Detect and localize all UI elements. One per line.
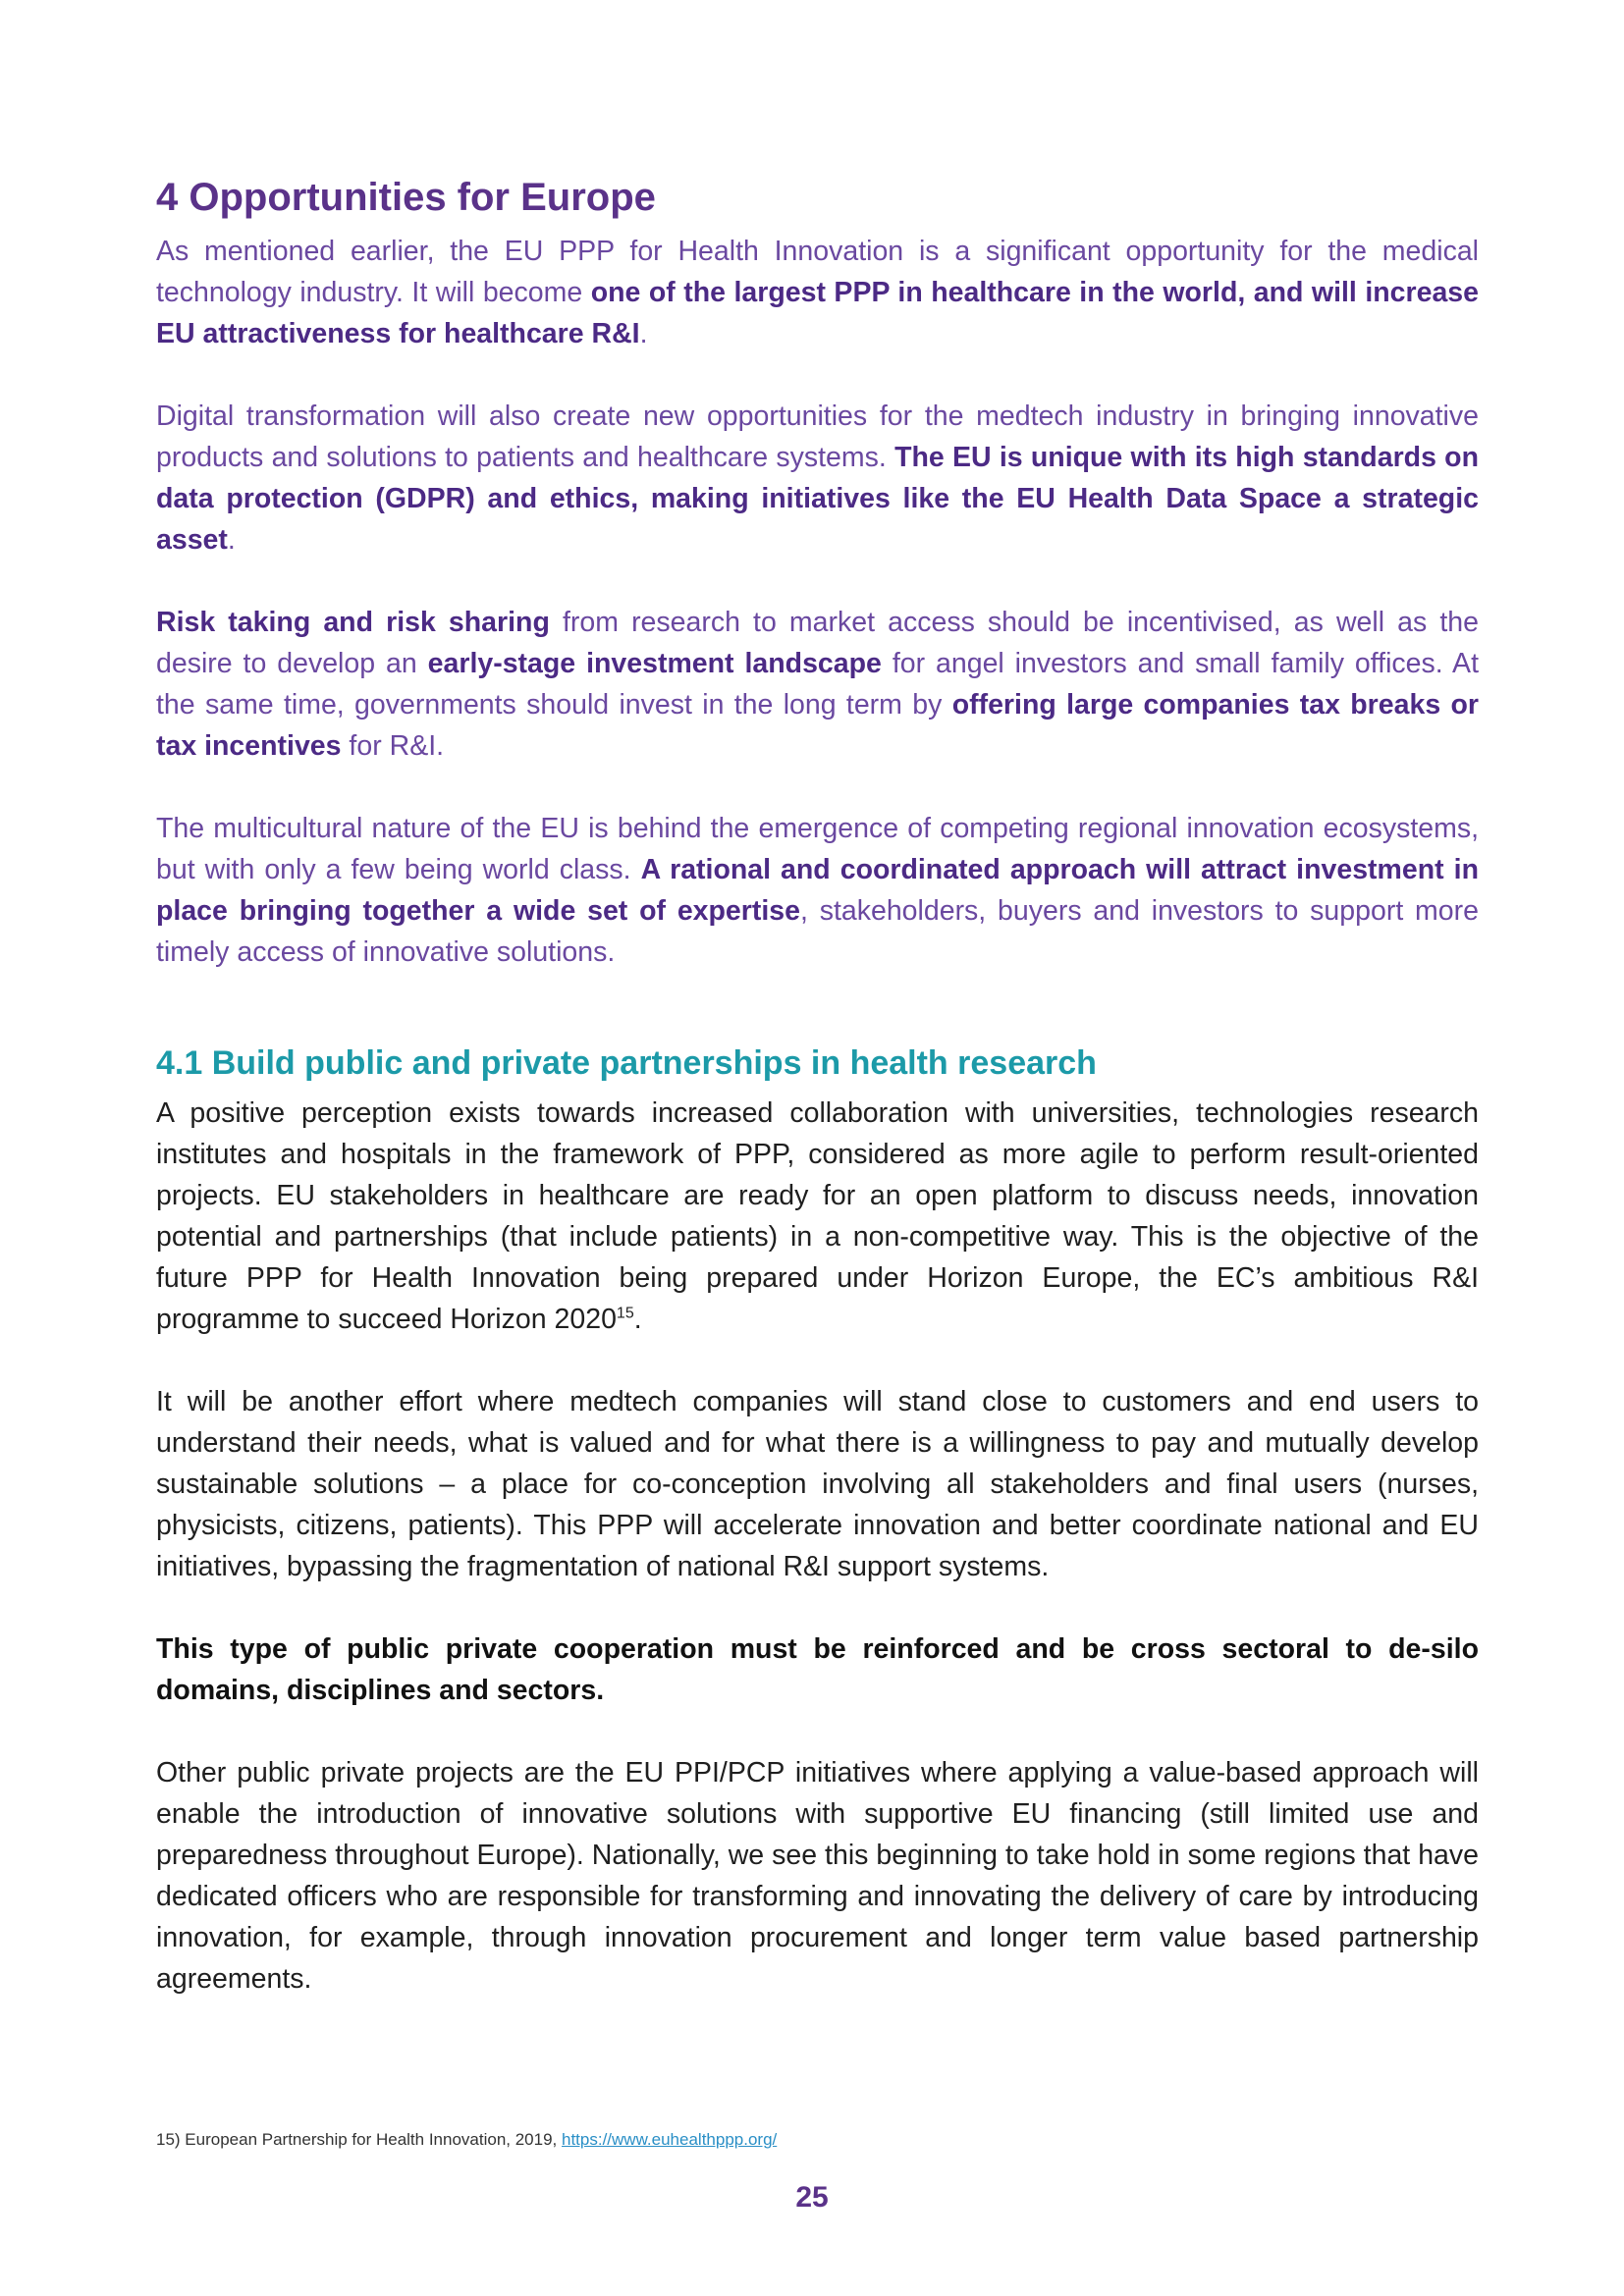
paragraph-positive-perception	[156, 1093, 1479, 1340]
footnote-text: 15) European Partnership for Health Innovation, 2019,	[156, 2130, 562, 2149]
text-span: , stakeholders, buyers and investors to support more timely access of innovative solutions.	[156, 895, 1479, 968]
text-span: .	[633, 1304, 642, 1335]
main-content	[156, 172, 1479, 2000]
paragraph-key-statement: This type of public private cooperation must be reinforced and be cross sectoral to de-silo domains, disciplines and sectors.	[156, 1633, 1479, 1706]
paragraph-digital-transformation	[156, 396, 1479, 561]
subsection-heading: 4.1 Build public and private partnerships in health research	[156, 1044, 1097, 1082]
paragraph-multicultural	[156, 808, 1479, 973]
paragraph-other-projects: Other public private projects are the EU PPI/PCP initiatives where applying a value-based approach will enable the introduction of innovative solutions with supportive EU financing (still limited use and preparedness throughout Europe). Nationally, we see this beginning to take hold in some regions that have dedicated officers who are responsible for transforming and innovating the delivery of care by introducing innovation, for example, through innovation procurement and longer term value based partnership agreements.	[156, 1757, 1479, 1995]
text-span: A positive perception exists towards increased collaboration with universities, technologies research institutes and hospitals in the framework of PPP, considered as more agile to perform result-oriented projects. EU stakeholders in healthcare are ready for an open platform to discuss needs, innovation potential and partnerships (that include patients) in a non-competitive way. This is the objective of the future PPP for Health Innovation being prepared under Horizon Europe, the EC’s ambitious R&I programme to succeed Horizon 2020	[156, 1097, 1479, 1335]
text-span: for R&I.	[341, 730, 445, 762]
page-number: 25	[795, 2181, 829, 2214]
text-span: .	[227, 524, 236, 556]
text-span: .	[639, 318, 648, 349]
text-span: The multicultural nature of the EU is behind the emergence of competing regional innovation ecosystems, but with only a few being world class.	[156, 813, 1479, 885]
text-span: Digital transformation will also create new opportunities for the medtech industry in bringing innovative products and solutions to patients and healthcare systems.	[156, 400, 1479, 473]
bold-span: one of the largest PPP in healthcare in the world, and will increase EU attractiveness for healthcare R&I	[156, 277, 1479, 349]
paragraph-risk-taking	[156, 602, 1479, 767]
footnote	[156, 2130, 777, 2150]
text-span: for angel investors and small family offices. At the same time, governments should invest in the long term by	[156, 648, 1479, 721]
text-span: As mentioned earlier, the EU PPP for Health Innovation is a significant opportunity for the medical technology industry. It will become	[156, 236, 1479, 308]
bold-span: The EU is unique with its high standards on data protection (GDPR) and ethics, making initiatives like the EU Health Data Space a strategic asset	[156, 442, 1479, 556]
footnote-ref[interactable]: 15	[616, 1305, 634, 1322]
footnote-link[interactable]: https://www.euhealthppp.org/	[562, 2130, 778, 2149]
section-heading: 4 Opportunities for Europe	[156, 176, 656, 219]
bold-span: Risk taking and risk sharing	[156, 607, 550, 638]
bold-span: early-stage investment landscape	[427, 648, 882, 679]
paragraph-eu-ppp	[156, 231, 1479, 354]
bold-span: offering large companies tax breaks or tax incentives	[156, 689, 1480, 762]
paragraph-another-effort: It will be another effort where medtech companies will stand close to customers and end users to understand their needs, what is valued and for what there is a willingness to pay and mutually develop sustainable solutions – a place for co-conception involving all stakeholders and final users (nurses, physicists, citizens, patients). This PPP will accelerate innovation and better coordinate national and EU initiatives, bypassing the fragmentation of national R&I support systems.	[156, 1386, 1479, 1582]
text-span: from research to market access should be incentivised, as well as the desire to develop an	[156, 607, 1479, 679]
bold-span: A rational and coordinated approach will attract investment in place bringing together a wide set of expertise	[156, 854, 1479, 927]
